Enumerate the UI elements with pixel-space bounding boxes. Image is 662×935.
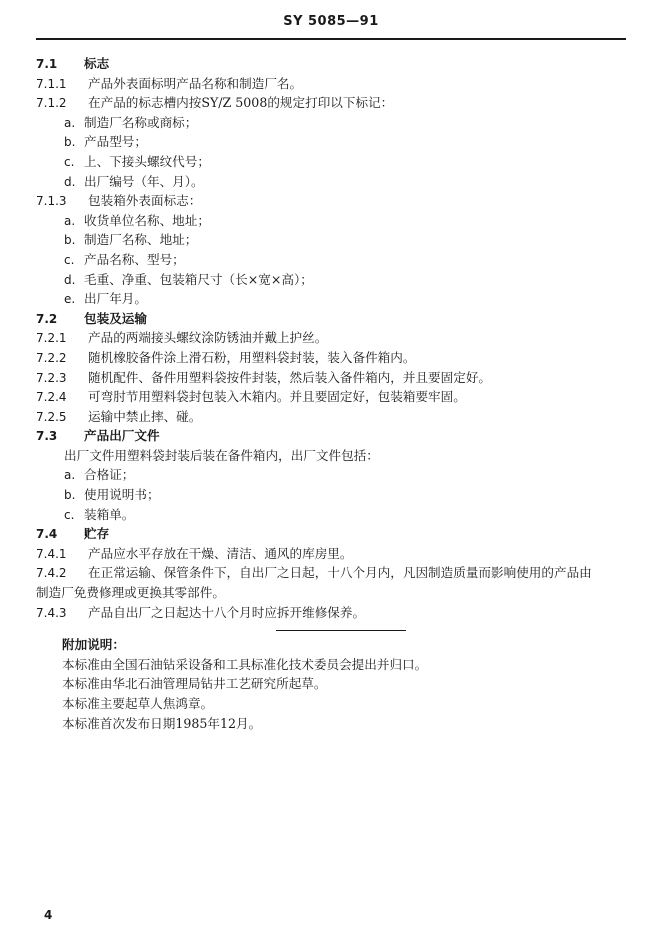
clause-text: 产品的两端接头螺纹涂防锈油并戴上护丝。 bbox=[88, 330, 328, 346]
clause-number: 7.1.3 bbox=[36, 194, 67, 209]
clause-number: 7.4.3 bbox=[36, 605, 67, 620]
clause-number: 7.2.2 bbox=[36, 350, 67, 365]
list-text: 使用说明书； bbox=[84, 487, 160, 503]
section-title: 贮存 bbox=[84, 526, 110, 542]
list-item bbox=[36, 172, 636, 192]
clause-7-2-4 bbox=[36, 387, 636, 407]
clause-number: 7.4.1 bbox=[36, 546, 67, 561]
clause-text: 产品自出厂之日起达十八个月时应拆开维修保养。 bbox=[88, 604, 366, 620]
list-marker: b. bbox=[64, 135, 76, 150]
clause-number: 7.2.4 bbox=[36, 390, 67, 405]
clause-7-4-3 bbox=[36, 603, 636, 623]
section-7-4-heading bbox=[36, 524, 636, 544]
clause-number: 7.1.2 bbox=[36, 96, 67, 111]
list-item bbox=[36, 113, 636, 133]
list-marker: d. bbox=[64, 272, 76, 287]
list-text: 上、下接头螺纹代号； bbox=[84, 153, 210, 169]
list-text: 毛重、净重、包装箱尺寸（长×宽×高）； bbox=[84, 271, 313, 287]
list-marker: c. bbox=[64, 507, 75, 522]
note-line: 本标准主要起草人焦鸿章。 bbox=[62, 696, 214, 711]
clause-text: 可弯肘节用塑料袋封包装入木箱内。并且要固定好，包装箱要牢固。 bbox=[88, 389, 466, 405]
list-text: 出厂年月。 bbox=[84, 291, 147, 307]
list-item bbox=[36, 270, 636, 290]
clause-number: 7.4.2 bbox=[36, 566, 67, 581]
clause-7-4-2 bbox=[36, 563, 636, 583]
list-marker: a. bbox=[64, 213, 76, 228]
clause-number: 7.2.1 bbox=[36, 331, 67, 346]
clause-text: 在产品的标志槽内按SY/Z 5008的规定打印以下标记： bbox=[88, 95, 394, 111]
clause-text: 在正常运输、保管条件下，自出厂之日起，十八个月内，凡因制造质量而影响使用的产品由 bbox=[88, 565, 592, 581]
clause-number: 7.2.3 bbox=[36, 370, 67, 385]
list-text: 收货单位名称、地址； bbox=[84, 212, 210, 228]
list-marker: a. bbox=[64, 468, 76, 483]
list-marker: b. bbox=[64, 233, 76, 248]
list-item bbox=[36, 505, 636, 525]
list-text: 装箱单。 bbox=[84, 506, 135, 522]
additional-notes bbox=[36, 635, 636, 733]
list-text: 合格证； bbox=[84, 467, 135, 483]
clause-7-1-2 bbox=[36, 93, 636, 113]
note-line: 本标准由全国石油钻采设备和工具标准化技术委员会提出并归口。 bbox=[62, 656, 428, 672]
list-item bbox=[36, 152, 636, 172]
list-text: 产品型号； bbox=[84, 134, 147, 150]
clause-number: 7.2.5 bbox=[36, 409, 67, 424]
clause-7-4-1 bbox=[36, 544, 636, 564]
note-line: 本标准由华北石油管理局钻井工艺研究所起草。 bbox=[62, 676, 327, 692]
section-number: 7.4 bbox=[36, 527, 58, 542]
additional-notes-title: 附加说明： bbox=[62, 637, 125, 653]
clause-number: 7.1.1 bbox=[36, 76, 67, 91]
note-line: 本标准首次发布日期1985年12月。 bbox=[62, 715, 262, 731]
section-7-3-text: 出厂文件用塑料袋封装后装在备件箱内，出厂文件包括： bbox=[64, 447, 379, 463]
clause-7-2-2 bbox=[36, 348, 636, 368]
clause-text: 随机橡胶备件涂上滑石粉，用塑料袋封装，装入备件箱内。 bbox=[88, 349, 416, 365]
list-text: 制造厂名称、地址； bbox=[84, 232, 198, 248]
list-marker: c. bbox=[64, 154, 75, 169]
section-title: 包装及运输 bbox=[84, 310, 147, 326]
section-7-2-heading bbox=[36, 309, 636, 329]
clause-7-2-1 bbox=[36, 328, 636, 348]
section-number: 7.2 bbox=[36, 311, 58, 326]
list-item bbox=[36, 211, 636, 231]
section-number: 7.3 bbox=[36, 429, 58, 444]
clause-text: 运输中禁止摔、碰。 bbox=[88, 408, 202, 424]
list-text: 出厂编号（年、月）。 bbox=[84, 173, 204, 189]
clause-7-1-1 bbox=[36, 74, 636, 94]
list-marker: d. bbox=[64, 174, 76, 189]
list-item bbox=[36, 132, 636, 152]
clause-7-1-3 bbox=[36, 191, 636, 211]
section-title: 产品出厂文件 bbox=[84, 428, 160, 444]
list-item bbox=[36, 250, 636, 270]
clause-7-4-2-continuation: 制造厂免费修理或更换其零部件。 bbox=[36, 585, 225, 601]
clause-7-2-5 bbox=[36, 407, 636, 427]
standard-code: SY 5085—91 bbox=[283, 14, 379, 29]
list-item bbox=[36, 289, 636, 309]
list-marker: c. bbox=[64, 252, 75, 267]
section-7-1-heading bbox=[36, 54, 636, 74]
list-item bbox=[36, 465, 636, 485]
list-text: 产品名称、型号； bbox=[84, 251, 185, 267]
section-divider bbox=[276, 630, 406, 631]
document-body bbox=[36, 54, 636, 733]
clause-text: 产品应水平存放在干燥、清洁、通风的库房里。 bbox=[88, 545, 353, 561]
section-title: 标志 bbox=[84, 56, 110, 71]
section-7-3-heading bbox=[36, 426, 636, 446]
list-text: 制造厂名称或商标； bbox=[84, 114, 198, 130]
page-number: 4 bbox=[44, 908, 53, 922]
clause-text: 随机配件、备件用塑料袋按件封装，然后装入备件箱内，并且要固定好。 bbox=[88, 369, 491, 385]
list-marker: b. bbox=[64, 488, 76, 503]
list-item bbox=[36, 230, 636, 250]
list-marker: e. bbox=[64, 292, 76, 307]
section-number: 7.1 bbox=[36, 57, 58, 71]
clause-text: 产品外表面标明产品名称和制造厂名。 bbox=[88, 75, 303, 91]
clause-7-2-3 bbox=[36, 368, 636, 388]
header-rule bbox=[36, 38, 626, 40]
list-item bbox=[36, 485, 636, 505]
list-marker: a. bbox=[64, 115, 76, 130]
clause-text: 包装箱外表面标志： bbox=[88, 193, 202, 209]
